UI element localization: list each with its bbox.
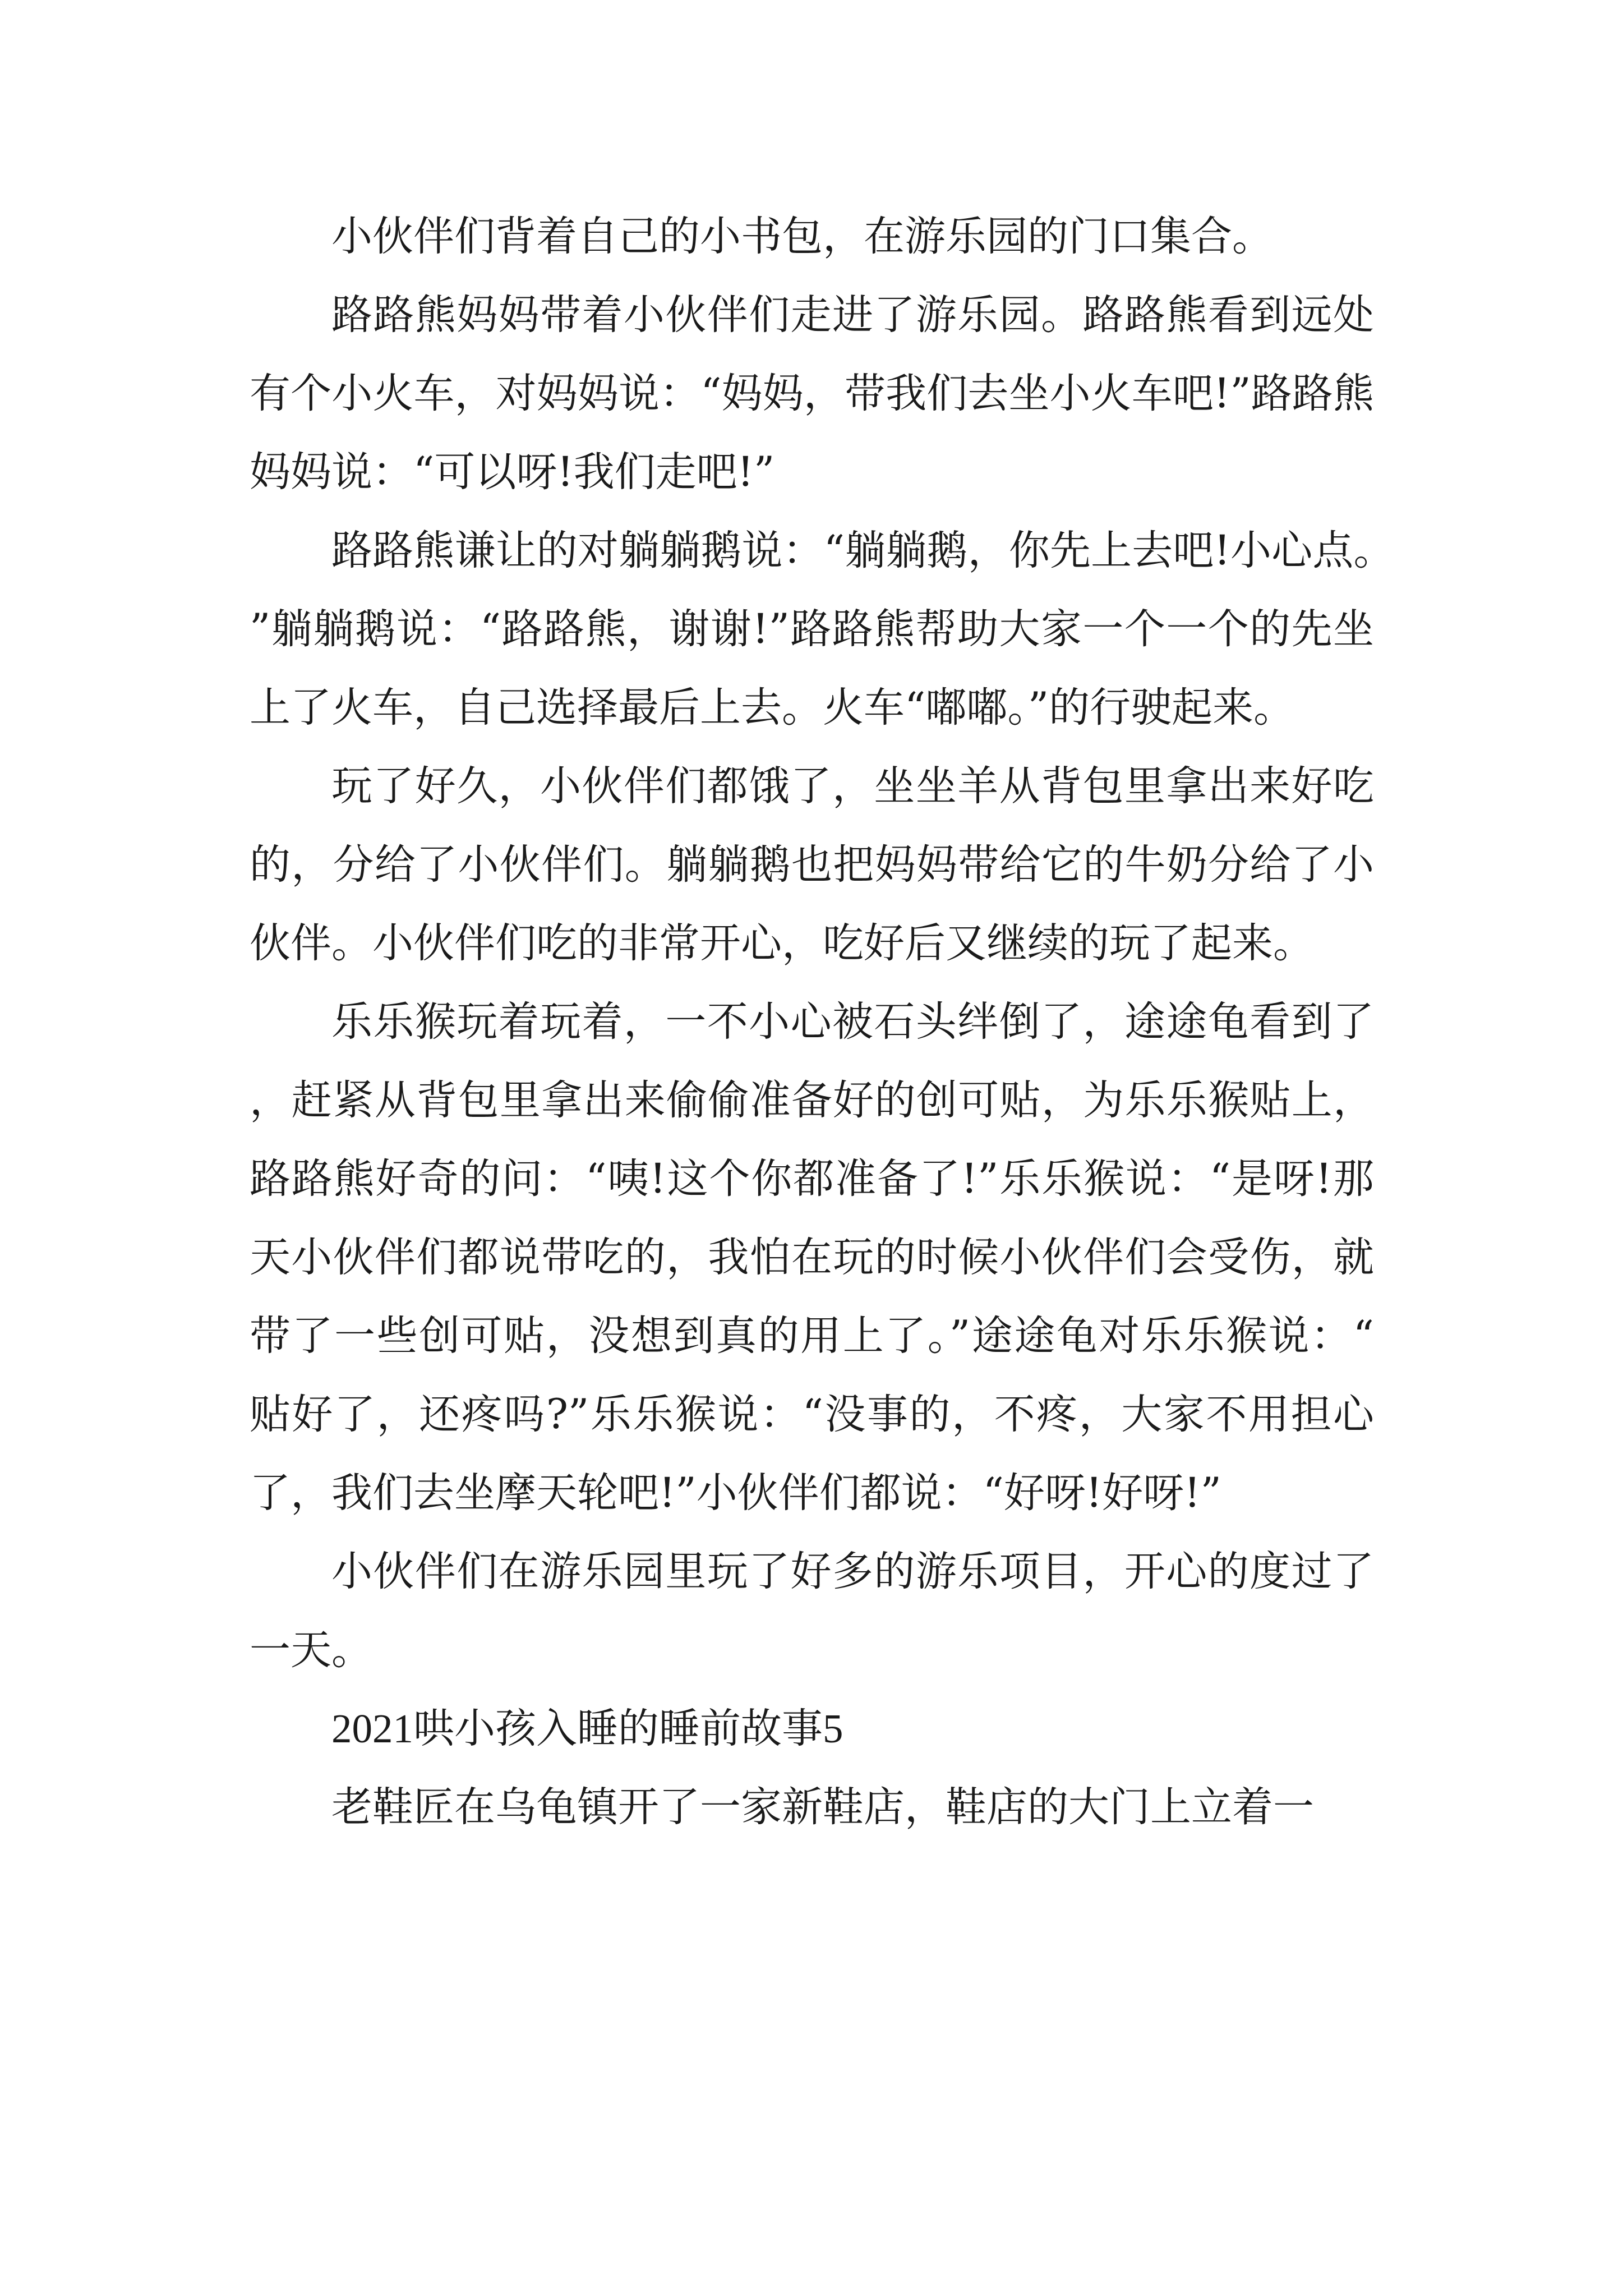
section-heading: 2021哄小孩入睡的睡前故事5 [331, 1706, 843, 1751]
paragraph-6: 小伙伴们在游乐园里玩了好多的游乐项目，开心的度过了一天。 [250, 1548, 1374, 1674]
paragraph-2: 路路熊妈妈带着小伙伴们走进了游乐园。路路熊看到远处有个小火车，对妈妈说：“妈妈，带我们去坐小火车吧!”路路熊妈妈说：“可以呀!我们走吧!” [250, 291, 1374, 496]
paragraph-4: 玩了好久，小伙伴们都饿了，坐坐羊从背包里拿出来好吃的，分给了小伙伴们。躺躺鹅也把妈妈带给它的牛奶分给了小伙伴。小伙伴们吃的非常开心，吃好后又继续的玩了起来。 [250, 762, 1374, 967]
paragraph-7: 老鞋匠在乌龟镇开了一家新鞋店，鞋店的大门上立着一 [331, 1783, 1314, 1831]
paragraph-5: 乐乐猴玩着玩着，一不小心被石头绊倒了，途途龟看到了，赶紧从背包里拿出来偷偷准备好的创可贴，为乐乐猴贴上，路路熊好奇的问：“咦!这个你都准备了!”乐乐猴说：“是呀!那天小伙伴们都说带吃的，我怕在玩的时候小伙伴们会受伤，就带了一些创可贴，没想到真的用上了。”途途龟对乐乐猴说：“贴好了，还疼吗?”乐乐猴说：“没事的，不疼，大家不用担心了，我们去坐摩天轮吧!”小伙伴们都说：“好呀!好呀!” [250, 998, 1374, 1517]
document-body [250, 197, 1374, 1847]
paragraph-1: 小伙伴们背着自己的小书包，在游乐园的门口集合。 [331, 213, 1273, 260]
paragraph-3: 路路熊谦让的对躺躺鹅说：“躺躺鹅，你先上去吧!小心点。”躺躺鹅说：“路路熊，谢谢!”路路熊帮助大家一个一个的先坐上了火车，自己选择最后上去。火车“嘟嘟。”的行驶起来。 [250, 527, 1374, 731]
